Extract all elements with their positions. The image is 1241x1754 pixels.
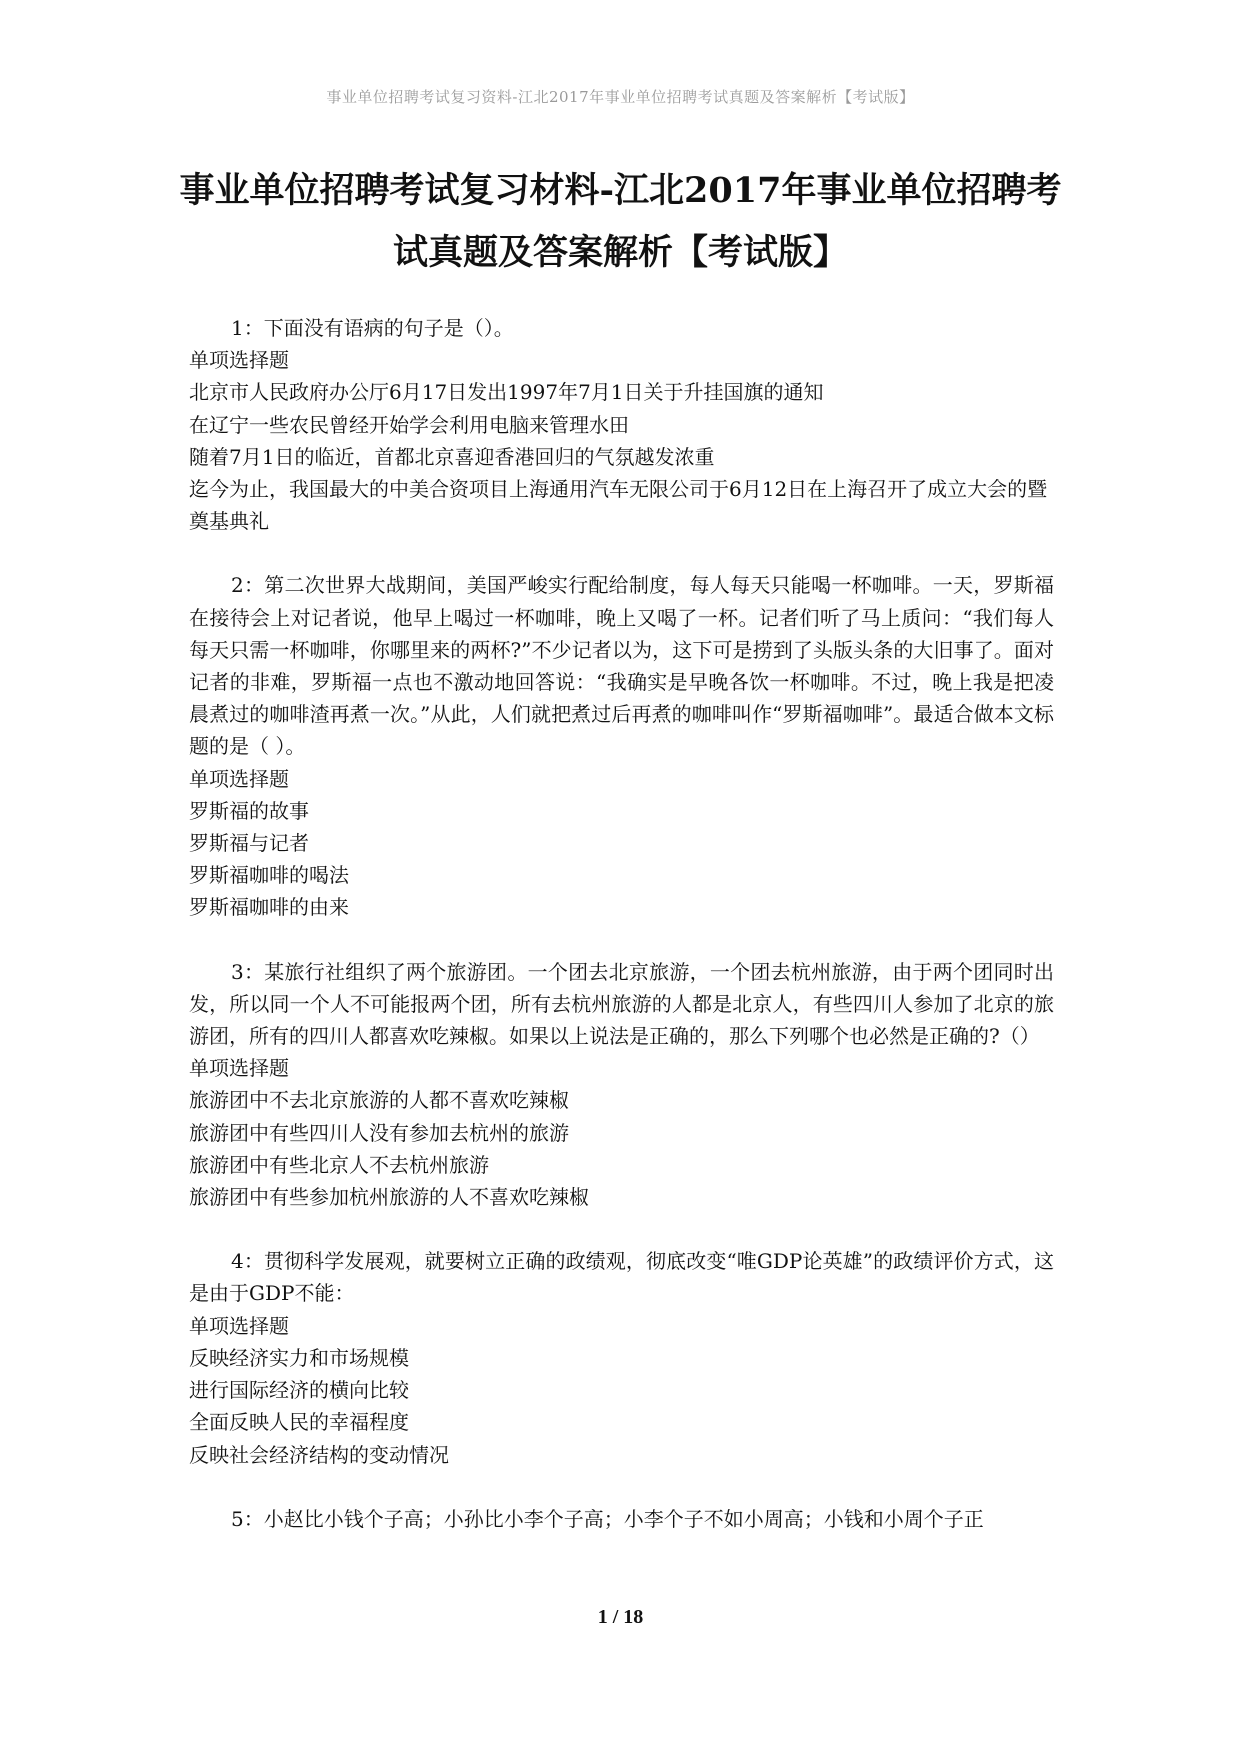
document-title bbox=[150, 160, 1091, 284]
question-type: 单项选择题 bbox=[189, 1313, 289, 1338]
question-5 bbox=[189, 1503, 1054, 1535]
answer-option: 随着7月1日的临近，首都北京喜迎香港回归的气氛越发浓重 bbox=[189, 444, 715, 469]
answer-option: 北京市人民政府办公厅6月17日发出1997年7月1日关于升挂国旗的通知 bbox=[189, 380, 824, 405]
answer-option: 旅游团中不去北京旅游的人都不喜欢吃辣椒 bbox=[189, 1088, 569, 1113]
answer-option: 在辽宁一些农民曾经开始学会利用电脑来管理水田 bbox=[189, 412, 629, 437]
running-header: 事业单位招聘考试复习资料-江北2017年事业单位招聘考试真题及答案解析【考试版】 bbox=[326, 88, 915, 106]
answer-option: 旅游团中有些参加杭州旅游的人不喜欢吃辣椒 bbox=[189, 1185, 589, 1210]
answer-option: 罗斯福咖啡的由来 bbox=[189, 895, 349, 920]
question-stem: 5：小赵比小钱个子高；小孙比小李个子高；小李个子不如小周高；小钱和小周个子正 bbox=[231, 1506, 984, 1531]
answer-option: 罗斯福与记者 bbox=[189, 831, 309, 856]
question-type: 单项选择题 bbox=[189, 766, 289, 791]
question-3 bbox=[189, 956, 1054, 1214]
document-title-line-2: 试真题及答案解析【考试版】 bbox=[392, 232, 848, 273]
question-1 bbox=[189, 312, 1054, 537]
answer-option: 罗斯福的故事 bbox=[189, 798, 309, 823]
question-stem: 4：贯彻科学发展观，就要树立正确的政绩观，彻底改变“唯GDP论英雄”的政绩评价方式，这是由于GDP不能： bbox=[189, 1249, 1054, 1306]
answer-option: 罗斯福咖啡的喝法 bbox=[189, 863, 349, 888]
question-type: 单项选择题 bbox=[189, 348, 289, 373]
answer-option: 旅游团中有些四川人没有参加去杭州的旅游 bbox=[189, 1120, 569, 1145]
answer-option: 全面反映人民的幸福程度 bbox=[189, 1410, 409, 1435]
question-stem: 2：第二次世界大战期间，美国严峻实行配给制度，每人每天只能喝一杯咖啡。一天，罗斯福在接待会上对记者说，他早上喝过一杯咖啡，晚上又喝了一杯。记者们听了马上质问：“我们每人每天只需一杯咖啡，你哪里来的两杯?”不少记者以为，这下可是捞到了头版头条的大旧事了。面对记者的非难，罗斯福一点也不激动地回答说：“我确实是早晚各饮一杯咖啡。不过，晚上我是把凌晨煮过的咖啡渣再煮一次。”从此，人们就把煮过后再煮的咖啡叫作“罗斯福咖啡”。最适合做本文标题的是（ ）。 bbox=[189, 573, 1054, 759]
question-stem: 1：下面没有语病的句子是（）。 bbox=[231, 316, 514, 340]
question-4 bbox=[189, 1245, 1054, 1470]
answer-option: 进行国际经济的横向比较 bbox=[189, 1378, 409, 1403]
answer-option: 反映社会经济结构的变动情况 bbox=[189, 1442, 449, 1467]
document-body bbox=[189, 312, 1054, 1567]
answer-option: 反映经济实力和市场规模 bbox=[189, 1345, 409, 1370]
page-indicator: 1 / 18 bbox=[597, 1606, 644, 1628]
answer-option: 旅游团中有些北京人不去杭州旅游 bbox=[189, 1152, 489, 1177]
question-stem: 3：某旅行社组织了两个旅游团。一个团去北京旅游，一个团去杭州旅游，由于两个团同时出发，所以同一个人不可能报两个团，所有去杭州旅游的人都是北京人，有些四川人参加了北京的旅游团，所有的四川人都喜欢吃辣椒。如果以上说法是正确的，那么下列哪个也必然是正确的?（） bbox=[189, 959, 1054, 1049]
question-2 bbox=[189, 569, 1054, 923]
answer-option: 迄今为止，我国最大的中美合资项目上海通用汽车无限公司于6月12日在上海召开了成立大会的暨奠基典礼 bbox=[189, 477, 1048, 534]
question-type: 单项选择题 bbox=[189, 1056, 289, 1081]
document-title-line-1: 事业单位招聘考试复习材料-江北2017年事业单位招聘考 bbox=[179, 170, 1062, 211]
